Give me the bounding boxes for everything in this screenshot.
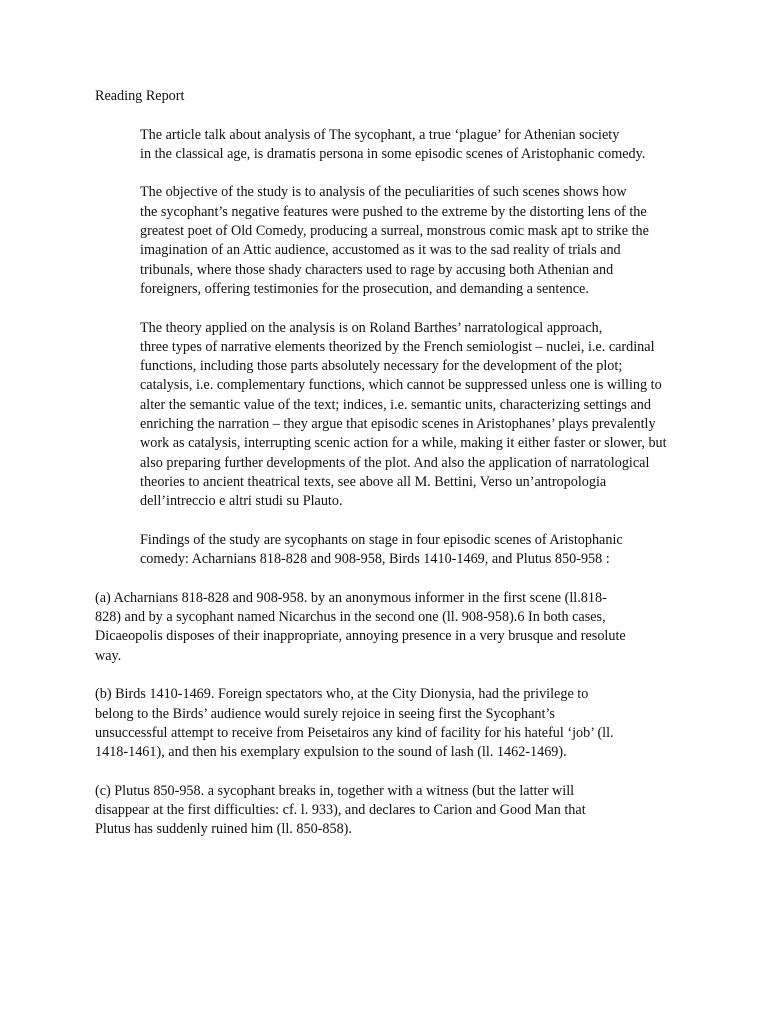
- text-line: the sycophant’s negative features were pushed to the extreme by the distorting lens of the: [140, 203, 647, 220]
- text-line: way.: [95, 647, 122, 664]
- text-line: also preparing further developments of the plot. And also the application of narratological: [140, 454, 650, 471]
- text-line: (c) Plutus 850-958. a sycophant breaks in, together with a witness (but the latter will: [95, 782, 575, 799]
- text-line: imagination of an Attic audience, accustomed as it was to the sad reality of trials and: [140, 242, 621, 259]
- text-line: (b) Birds 1410-1469. Foreign spectators who, at the City Dionysia, had the privilege to: [95, 686, 589, 703]
- text-line: in the classical age, is dramatis persona in some episodic scenes of Aristophanic comedy.: [140, 145, 646, 162]
- paragraph-finding-b: [95, 685, 677, 762]
- document-body: [95, 87, 677, 859]
- paragraph-finding-a: [95, 589, 677, 666]
- text-line: Plutus has suddenly ruined him (ll. 850-858).: [95, 821, 352, 838]
- paragraph-introduction: [95, 126, 677, 165]
- text-line: theories to ancient theatrical texts, see above all M. Bettini, Verso un’antropologia: [140, 473, 607, 490]
- text-line: functions, including those parts absolutely necessary for the development of the plot;: [140, 358, 623, 375]
- text-line: 828) and by a sycophant named Nicarchus in the second one (ll. 908-958).6 In both cases,: [95, 609, 606, 626]
- text-line: comedy: Acharnians 818-828 and 908-958, Birds 1410-1469, and Plutus 850-958 :: [140, 551, 610, 568]
- text-line: tribunals, where those shady characters used to rage by accusing both Athenian and: [140, 261, 614, 278]
- document-title: Reading Report: [95, 88, 185, 104]
- text-line: disappear at the first difficulties: cf. l. 933), and declares to Carion and Good Man that: [95, 801, 586, 818]
- text-line: work as catalysis, interrupting scenic action for a while, making it either faster or slower, but: [140, 435, 667, 452]
- text-line: catalysis, i.e. complementary functions, which cannot be suppressed unless one is willing to: [140, 377, 662, 394]
- text-line: The theory applied on the analysis is on Roland Barthes’ narratological approach,: [140, 319, 603, 336]
- text-line: enriching the narration – they argue that episodic scenes in Aristophanes’ plays prevalently: [140, 416, 656, 433]
- paragraph-theory: [95, 319, 677, 512]
- paragraph-findings: [95, 531, 677, 570]
- text-line: Dicaeopolis disposes of their inappropriate, annoying presence in a very brusque and resolute: [95, 628, 626, 645]
- paragraph-objective: [95, 183, 677, 299]
- text-line: The article talk about analysis of The sycophant, a true ‘plague’ for Athenian society: [140, 126, 620, 143]
- text-line: three types of narrative elements theorized by the French semiologist – nuclei, i.e. cardinal: [140, 338, 655, 355]
- text-line: 1418-1461), and then his exemplary expulsion to the sound of lash (ll. 1462-1469).: [95, 744, 567, 761]
- text-line: dell’intreccio e altri studi su Plauto.: [140, 493, 343, 510]
- paragraph-finding-c: [95, 782, 677, 840]
- text-line: greatest poet of Old Comedy, producing a surreal, monstrous comic mask apt to strike the: [140, 223, 649, 240]
- text-line: The objective of the study is to analysis of the peculiarities of such scenes shows how: [140, 184, 627, 201]
- text-line: alter the semantic value of the text; indices, i.e. semantic units, characterizing settings and: [140, 396, 651, 413]
- text-line: unsuccessful attempt to receive from Peisetairos any kind of facility for his hateful ‘job’ (ll.: [95, 724, 614, 741]
- text-line: foreigners, offering testimonies for the prosecution, and demanding a sentence.: [140, 280, 589, 297]
- text-line: belong to the Birds’ audience would surely rejoice in seeing first the Sycophant’s: [95, 705, 555, 722]
- text-line: (a) Acharnians 818-828 and 908-958. by an anonymous informer in the first scene (ll.818-: [95, 589, 607, 606]
- text-line: Findings of the study are sycophants on stage in four episodic scenes of Aristophanic: [140, 531, 623, 548]
